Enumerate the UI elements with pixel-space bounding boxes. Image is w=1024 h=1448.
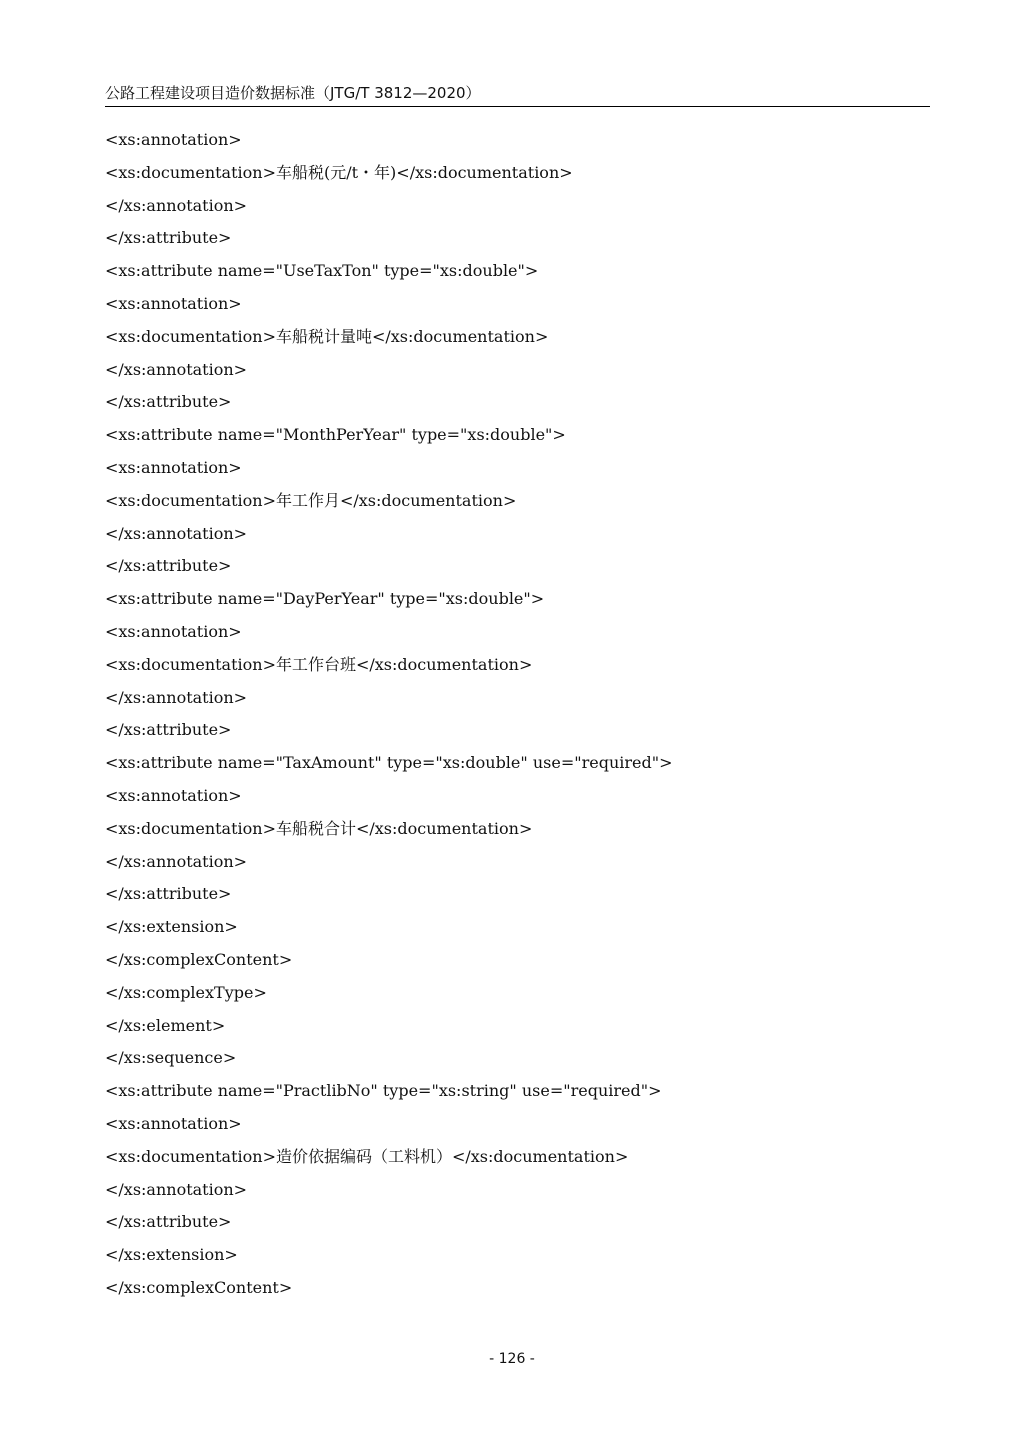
- page-number: - 126 -: [489, 1351, 535, 1367]
- code-line: </xs:attribute>: [105, 228, 232, 248]
- code-line: </xs:attribute>: [105, 556, 232, 576]
- code-line: </xs:element>: [105, 1015, 226, 1035]
- code-line: </xs:attribute>: [105, 1212, 232, 1232]
- code-line: </xs:extension>: [105, 1245, 238, 1265]
- code-line: </xs:annotation>: [105, 1179, 248, 1199]
- code-line: <xs:documentation>车船税合计</xs:documentation>: [105, 818, 533, 838]
- code-line: <xs:annotation>: [105, 1113, 242, 1133]
- code-line: <xs:annotation>: [105, 785, 242, 805]
- page-header: [105, 82, 930, 107]
- code-line: </xs:extension>: [105, 917, 238, 937]
- code-line: <xs:documentation>车船税计量吨</xs:documentation>: [105, 326, 549, 346]
- code-line: <xs:documentation>造价依据编码（工料机）</xs:documentation>: [105, 1146, 629, 1166]
- code-line: </xs:annotation>: [105, 359, 248, 379]
- code-line: <xs:attribute name="MonthPerYear" type="xs:double">: [105, 425, 566, 445]
- code-line: </xs:attribute>: [105, 392, 232, 412]
- code-line: </xs:sequence>: [105, 1048, 237, 1068]
- code-line: <xs:attribute name="UseTaxTon" type="xs:double">: [105, 261, 539, 281]
- code-line: <xs:documentation>年工作月</xs:documentation>: [105, 490, 517, 510]
- code-line: </xs:attribute>: [105, 720, 232, 740]
- code-line: <xs:attribute name="TaxAmount" type="xs:double" use="required">: [105, 753, 673, 773]
- code-line: </xs:annotation>: [105, 523, 248, 543]
- code-listing: [105, 124, 930, 1305]
- code-line: </xs:annotation>: [105, 851, 248, 871]
- code-line: <xs:annotation>: [105, 457, 242, 477]
- code-line: </xs:complexContent>: [105, 949, 293, 969]
- code-line: <xs:annotation>: [105, 130, 242, 149]
- code-line: </xs:annotation>: [105, 195, 248, 215]
- code-line: </xs:annotation>: [105, 687, 248, 707]
- document-title: 公路工程建设项目造价数据标准（JTG/T 3812—2020）: [105, 84, 481, 102]
- code-line: <xs:attribute name="DayPerYear" type="xs:double">: [105, 589, 545, 609]
- code-line: </xs:attribute>: [105, 884, 232, 904]
- code-line: <xs:documentation>年工作台班</xs:documentation>: [105, 654, 533, 674]
- code-line: <xs:attribute name="PractlibNo" type="xs:string" use="required">: [105, 1081, 662, 1101]
- code-line: </xs:complexType>: [105, 982, 267, 1002]
- code-line: </xs:complexContent>: [105, 1277, 293, 1297]
- code-line: <xs:annotation>: [105, 621, 242, 641]
- code-line: <xs:documentation>车船税(元/t・年)</xs:documentation>: [105, 162, 573, 182]
- code-line: <xs:annotation>: [105, 293, 242, 313]
